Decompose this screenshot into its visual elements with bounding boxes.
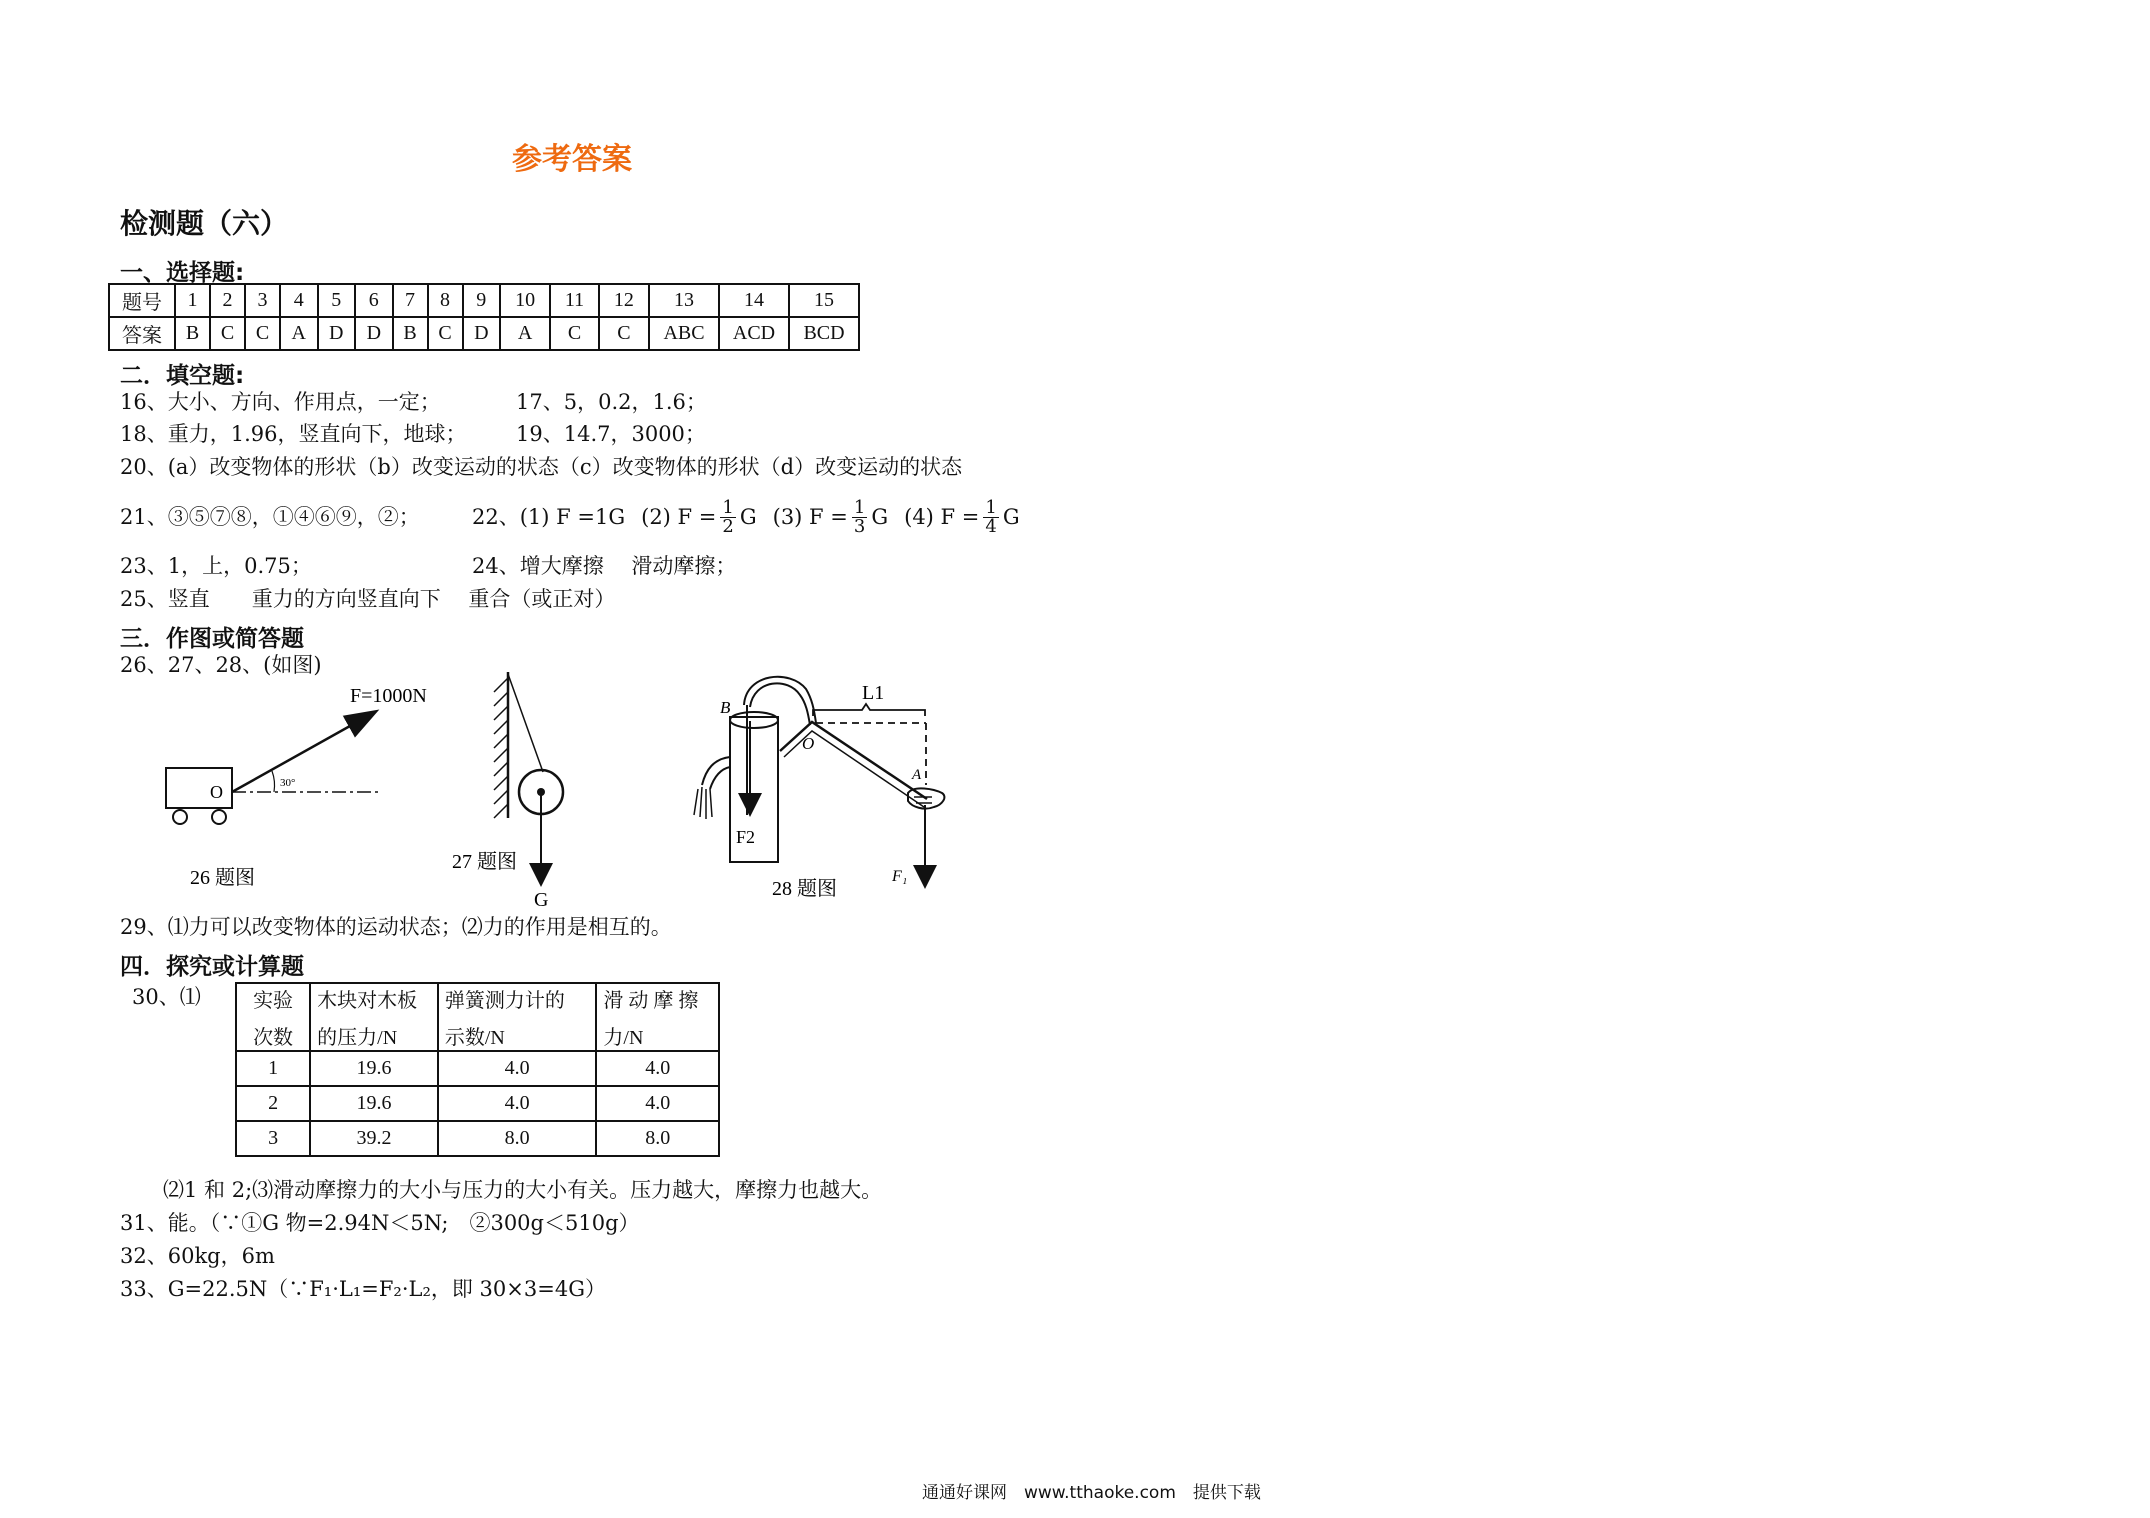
question-cell: 11 [550,284,599,317]
figure-26 [150,678,440,898]
angle-arc [272,771,275,792]
table-cell: 4.0 [596,1051,719,1086]
cart-wheel [212,810,226,824]
weight-label: G [534,889,549,911]
choice-answer-table [108,283,860,351]
answer-22 [472,492,1020,542]
part1-heading: 一、选择题: [120,260,245,286]
question-cell: 13 [649,284,719,317]
header-cell: 实验 次数 [236,983,310,1051]
section-title: 检测题（六） [120,207,289,240]
question-cell: 7 [393,284,428,317]
pump-spout-inner [710,767,730,789]
footer-source: 通通好课网 www.tthaoke.com 提供下载 [922,1483,1261,1503]
table-cell: 3 [236,1121,310,1156]
answer-19: 19、14.7，3000； [516,422,706,446]
header-cell: 木块对木板 的压力/N [310,983,438,1051]
table-row [236,1086,719,1121]
row-label: 答案 [109,317,175,350]
point-a-label: A [912,767,922,783]
table-row [236,1051,719,1086]
answer-cell: ABC [649,317,719,350]
table-cell: 19.6 [310,1051,438,1086]
question-cell: 5 [318,284,356,317]
answer-cell: D [463,317,501,350]
table-cell: 39.2 [310,1121,438,1156]
question-cell: 9 [463,284,501,317]
answer-cell: A [280,317,318,350]
experiment-table [235,982,720,1157]
wall-hatching [494,678,508,818]
question-cell: 10 [500,284,550,317]
answer-22-part1: 22、(1) F =1G [472,504,626,529]
pump-spout [702,757,730,785]
table-cell: 8.0 [596,1121,719,1156]
answer-22-part2-label: (2) F = [641,504,717,529]
answer-22-part3-label: (3) F = [772,504,848,529]
table-row [236,1121,719,1156]
answer-18: 18、重力，1.96，竖直向下，地球； [120,422,467,446]
question-cell: 1 [175,284,210,317]
table-cell: 8.0 [438,1121,597,1156]
table-cell: 4.0 [596,1086,719,1121]
part4-heading: 四．探究或计算题 [120,954,304,980]
answer-25: 25、竖直 重力的方向竖直向下 重合（或正对） [120,587,616,611]
page-title: 参考答案 [512,142,632,177]
answer-20: 20、(a）改变物体的形状（b）改变运动的状态（c）改变物体的形状（d）改变运动的状态 [120,455,963,479]
part2-heading: 二．填空题: [120,363,245,389]
table-cell: 19.6 [310,1086,438,1121]
answer-cell: C [428,317,463,350]
question-cell: 15 [789,284,859,317]
part3-heading: 三．作图或简答题 [120,626,304,652]
l1-label: L1 [862,682,885,704]
answer-cell: B [393,317,428,350]
answer-32: 32、60kg，6m [120,1244,275,1268]
fraction-quarter: $\frac{1}{4}$ [985,496,997,537]
table-cell: 1 [236,1051,310,1086]
figure-28 [680,665,970,905]
answer-26-28: 26、27、28、(如图) [120,653,322,677]
table-header-row [236,983,719,1051]
answer-cell: BCD [789,317,859,350]
answer-cell: C [210,317,245,350]
table-cell: 4.0 [438,1086,597,1121]
answer-30-rest: ⑵1 和 2;⑶滑动摩擦力的大小与压力的大小有关。压力越大，摩擦力也越大。 [163,1178,883,1202]
answer-22-part4-label: (4) F = [904,504,980,529]
question-cell: 8 [428,284,463,317]
answer-cell: D [355,317,393,350]
question-cell: 4 [280,284,318,317]
l1-bracket [813,704,925,716]
force-label: F=1000N [350,685,427,707]
point-b-label: B [720,698,731,717]
answer-row [109,317,859,350]
point-o-label: O [210,782,223,802]
question-cell: 3 [245,284,280,317]
unit-g: G [871,504,889,529]
point-o-label: O [802,734,815,753]
question-number-row [109,284,859,317]
answer-33: 33、G=22.5N（∵F₁·L₁=F₂·L₂，即 30×3=4G） [120,1277,606,1301]
table-cell: 2 [236,1086,310,1121]
figure-27 [440,668,600,913]
row-label: 题号 [109,284,175,317]
answer-cell: C [245,317,280,350]
answer-cell: D [318,317,356,350]
header-cell: 滑 动 摩 擦 力/N [596,983,719,1051]
answer-30-label: 30、⑴ [132,985,201,1009]
answer-17: 17、5，0.2，1.6； [516,390,707,414]
answer-cell: B [175,317,210,350]
force-f2-label: F2 [736,827,756,847]
question-cell: 6 [355,284,393,317]
answer-31: 31、能。（∵①G 物=2.94N＜5N; ②300g＜510g） [120,1211,640,1235]
answer-cell: A [500,317,550,350]
pump-cylinder-top [730,712,778,728]
answer-23: 23、1，上，0.75； [120,554,312,578]
unit-g: G [739,504,757,529]
angle-label: 30° [280,777,296,789]
answer-21: 21、③⑤⑦⑧，①④⑥⑨，②； [120,505,420,529]
question-cell: 14 [719,284,789,317]
fraction-third: $\frac{1}{3}$ [853,496,866,537]
answer-cell: C [599,317,649,350]
question-cell: 12 [599,284,649,317]
fraction-half: $\frac{1}{2}$ [722,496,734,537]
figure-caption: 28 题图 [772,878,837,900]
figure-caption: 26 题图 [190,867,255,889]
force-f1-label: F₁ [892,868,908,885]
figure-caption: 27 题图 [452,851,517,873]
header-cell: 弹簧测力计的 示数/N [438,983,597,1051]
answer-29: 29、⑴力可以改变物体的运动状态；⑵力的作用是相互的。 [120,915,672,939]
answer-16: 16、大小、方向、作用点，一定； [120,390,441,414]
answer-cell: ACD [719,317,789,350]
pump-handle-curve-inner [750,683,810,725]
rope-line [508,674,543,772]
table-cell: 4.0 [438,1051,597,1086]
answer-24: 24、增大摩擦 滑动摩擦； [472,554,737,578]
water-flow [694,787,712,819]
cart-wheel [173,810,187,824]
answer-cell: C [550,317,599,350]
question-cell: 2 [210,284,245,317]
unit-g: G [1002,504,1020,529]
force-arrow [232,712,375,792]
